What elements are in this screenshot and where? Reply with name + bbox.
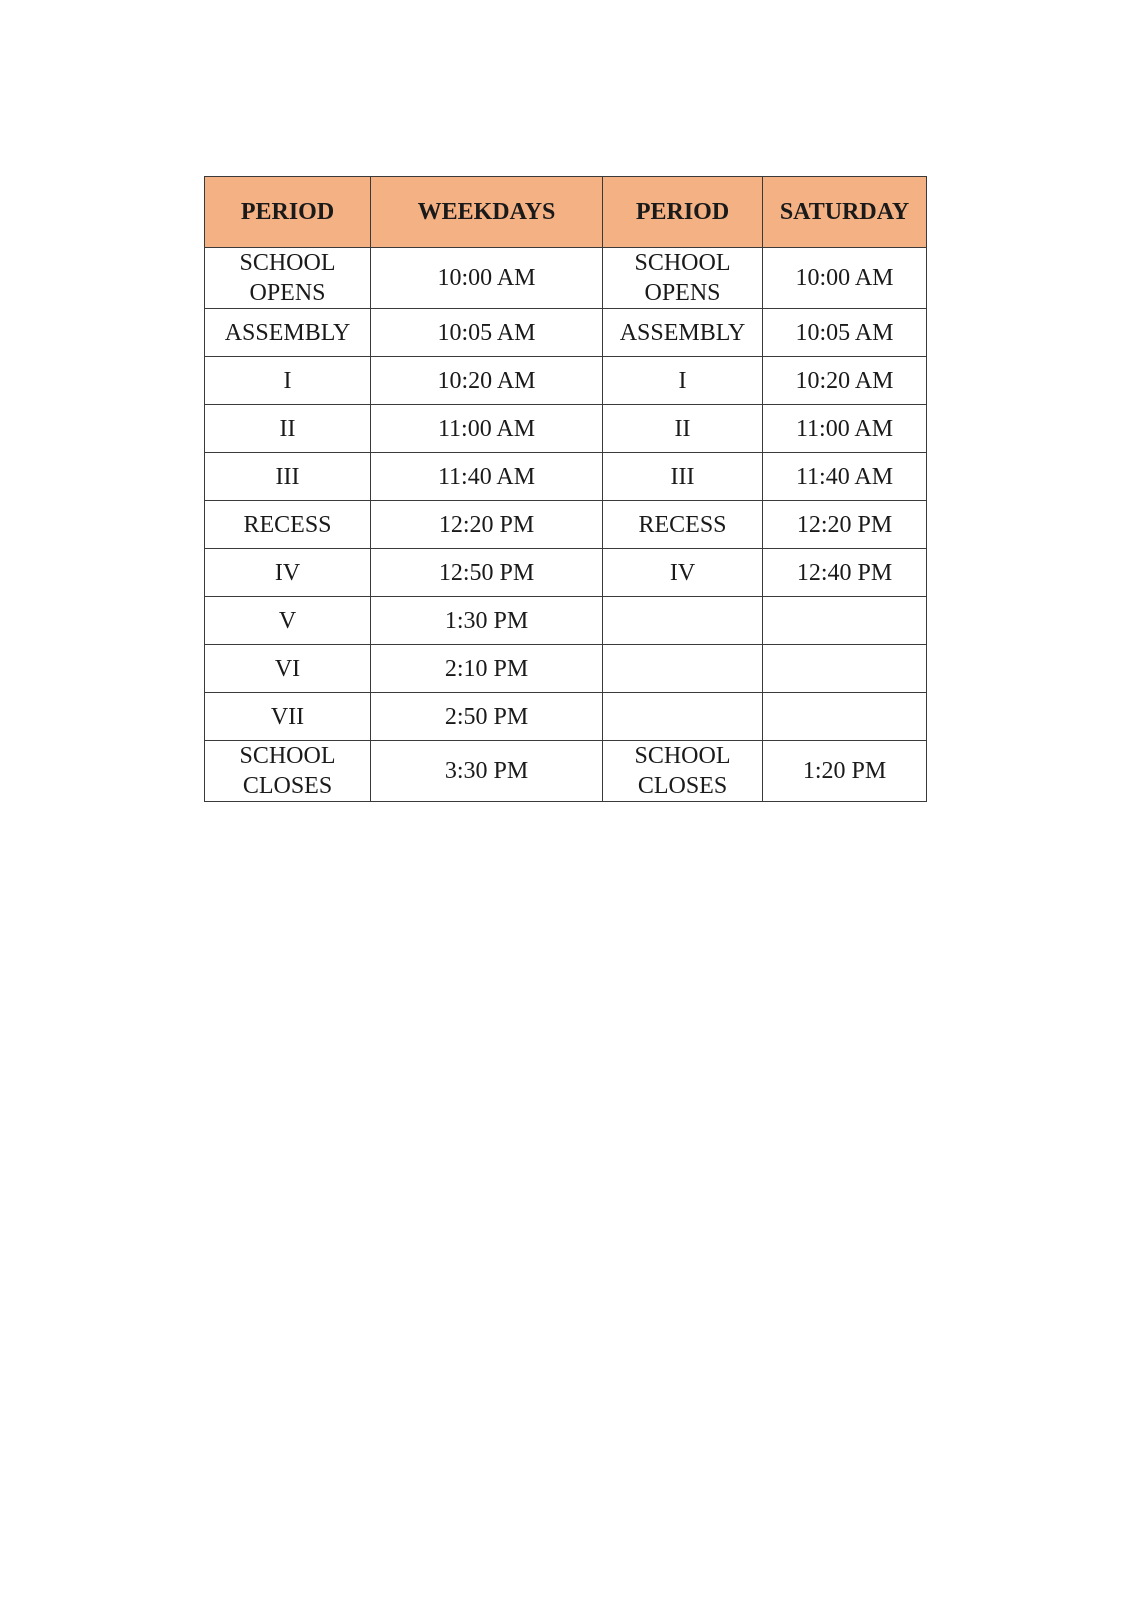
- table-row: [205, 741, 927, 802]
- saturday-period-cell: SCHOOL CLOSES: [603, 741, 763, 802]
- school-timetable: [204, 176, 927, 802]
- saturday-period-cell: RECESS: [603, 501, 763, 549]
- weekday-period-cell: RECESS: [205, 501, 371, 549]
- weekday-time-cell: 11:00 AM: [371, 405, 603, 453]
- weekday-time-cell: 12:50 PM: [371, 549, 603, 597]
- saturday-period-cell: SCHOOL OPENS: [603, 248, 763, 309]
- table-row: [205, 453, 927, 501]
- saturday-period-cell: III: [603, 453, 763, 501]
- table-row: [205, 549, 927, 597]
- saturday-time-cell: 11:00 AM: [763, 405, 927, 453]
- saturday-time-cell: [763, 645, 927, 693]
- timetable-body: [205, 248, 927, 802]
- weekday-period-cell: IV: [205, 549, 371, 597]
- saturday-time-cell: 1:20 PM: [763, 741, 927, 802]
- table-row: [205, 357, 927, 405]
- saturday-period-cell: [603, 597, 763, 645]
- weekday-time-cell: 1:30 PM: [371, 597, 603, 645]
- header-saturday: SATURDAY: [763, 177, 927, 248]
- weekday-period-cell: I: [205, 357, 371, 405]
- weekday-period-cell: SCHOOL CLOSES: [205, 741, 371, 802]
- table-row: [205, 501, 927, 549]
- weekday-period-cell: V: [205, 597, 371, 645]
- header-weekdays: WEEKDAYS: [371, 177, 603, 248]
- weekday-time-cell: 12:20 PM: [371, 501, 603, 549]
- table-row: [205, 248, 927, 309]
- saturday-period-cell: IV: [603, 549, 763, 597]
- timetable-header: [205, 177, 927, 248]
- saturday-period-cell: ASSEMBLY: [603, 309, 763, 357]
- weekday-time-cell: 3:30 PM: [371, 741, 603, 802]
- header-row: [205, 177, 927, 248]
- weekday-period-cell: ASSEMBLY: [205, 309, 371, 357]
- saturday-period-cell: [603, 645, 763, 693]
- header-period-weekdays: PERIOD: [205, 177, 371, 248]
- weekday-time-cell: 11:40 AM: [371, 453, 603, 501]
- saturday-period-cell: I: [603, 357, 763, 405]
- table-row: [205, 597, 927, 645]
- saturday-period-cell: II: [603, 405, 763, 453]
- table-row: [205, 309, 927, 357]
- weekday-period-cell: SCHOOL OPENS: [205, 248, 371, 309]
- saturday-time-cell: 12:20 PM: [763, 501, 927, 549]
- weekday-period-cell: II: [205, 405, 371, 453]
- weekday-time-cell: 10:05 AM: [371, 309, 603, 357]
- weekday-period-cell: III: [205, 453, 371, 501]
- weekday-time-cell: 2:10 PM: [371, 645, 603, 693]
- weekday-time-cell: 10:20 AM: [371, 357, 603, 405]
- weekday-period-cell: VII: [205, 693, 371, 741]
- saturday-time-cell: 12:40 PM: [763, 549, 927, 597]
- table-row: [205, 645, 927, 693]
- table-row: [205, 405, 927, 453]
- weekday-period-cell: VI: [205, 645, 371, 693]
- header-period-saturday: PERIOD: [603, 177, 763, 248]
- table-row: [205, 693, 927, 741]
- saturday-time-cell: [763, 693, 927, 741]
- saturday-time-cell: 10:00 AM: [763, 248, 927, 309]
- saturday-period-cell: [603, 693, 763, 741]
- saturday-time-cell: [763, 597, 927, 645]
- weekday-time-cell: 10:00 AM: [371, 248, 603, 309]
- saturday-time-cell: 10:05 AM: [763, 309, 927, 357]
- saturday-time-cell: 10:20 AM: [763, 357, 927, 405]
- saturday-time-cell: 11:40 AM: [763, 453, 927, 501]
- weekday-time-cell: 2:50 PM: [371, 693, 603, 741]
